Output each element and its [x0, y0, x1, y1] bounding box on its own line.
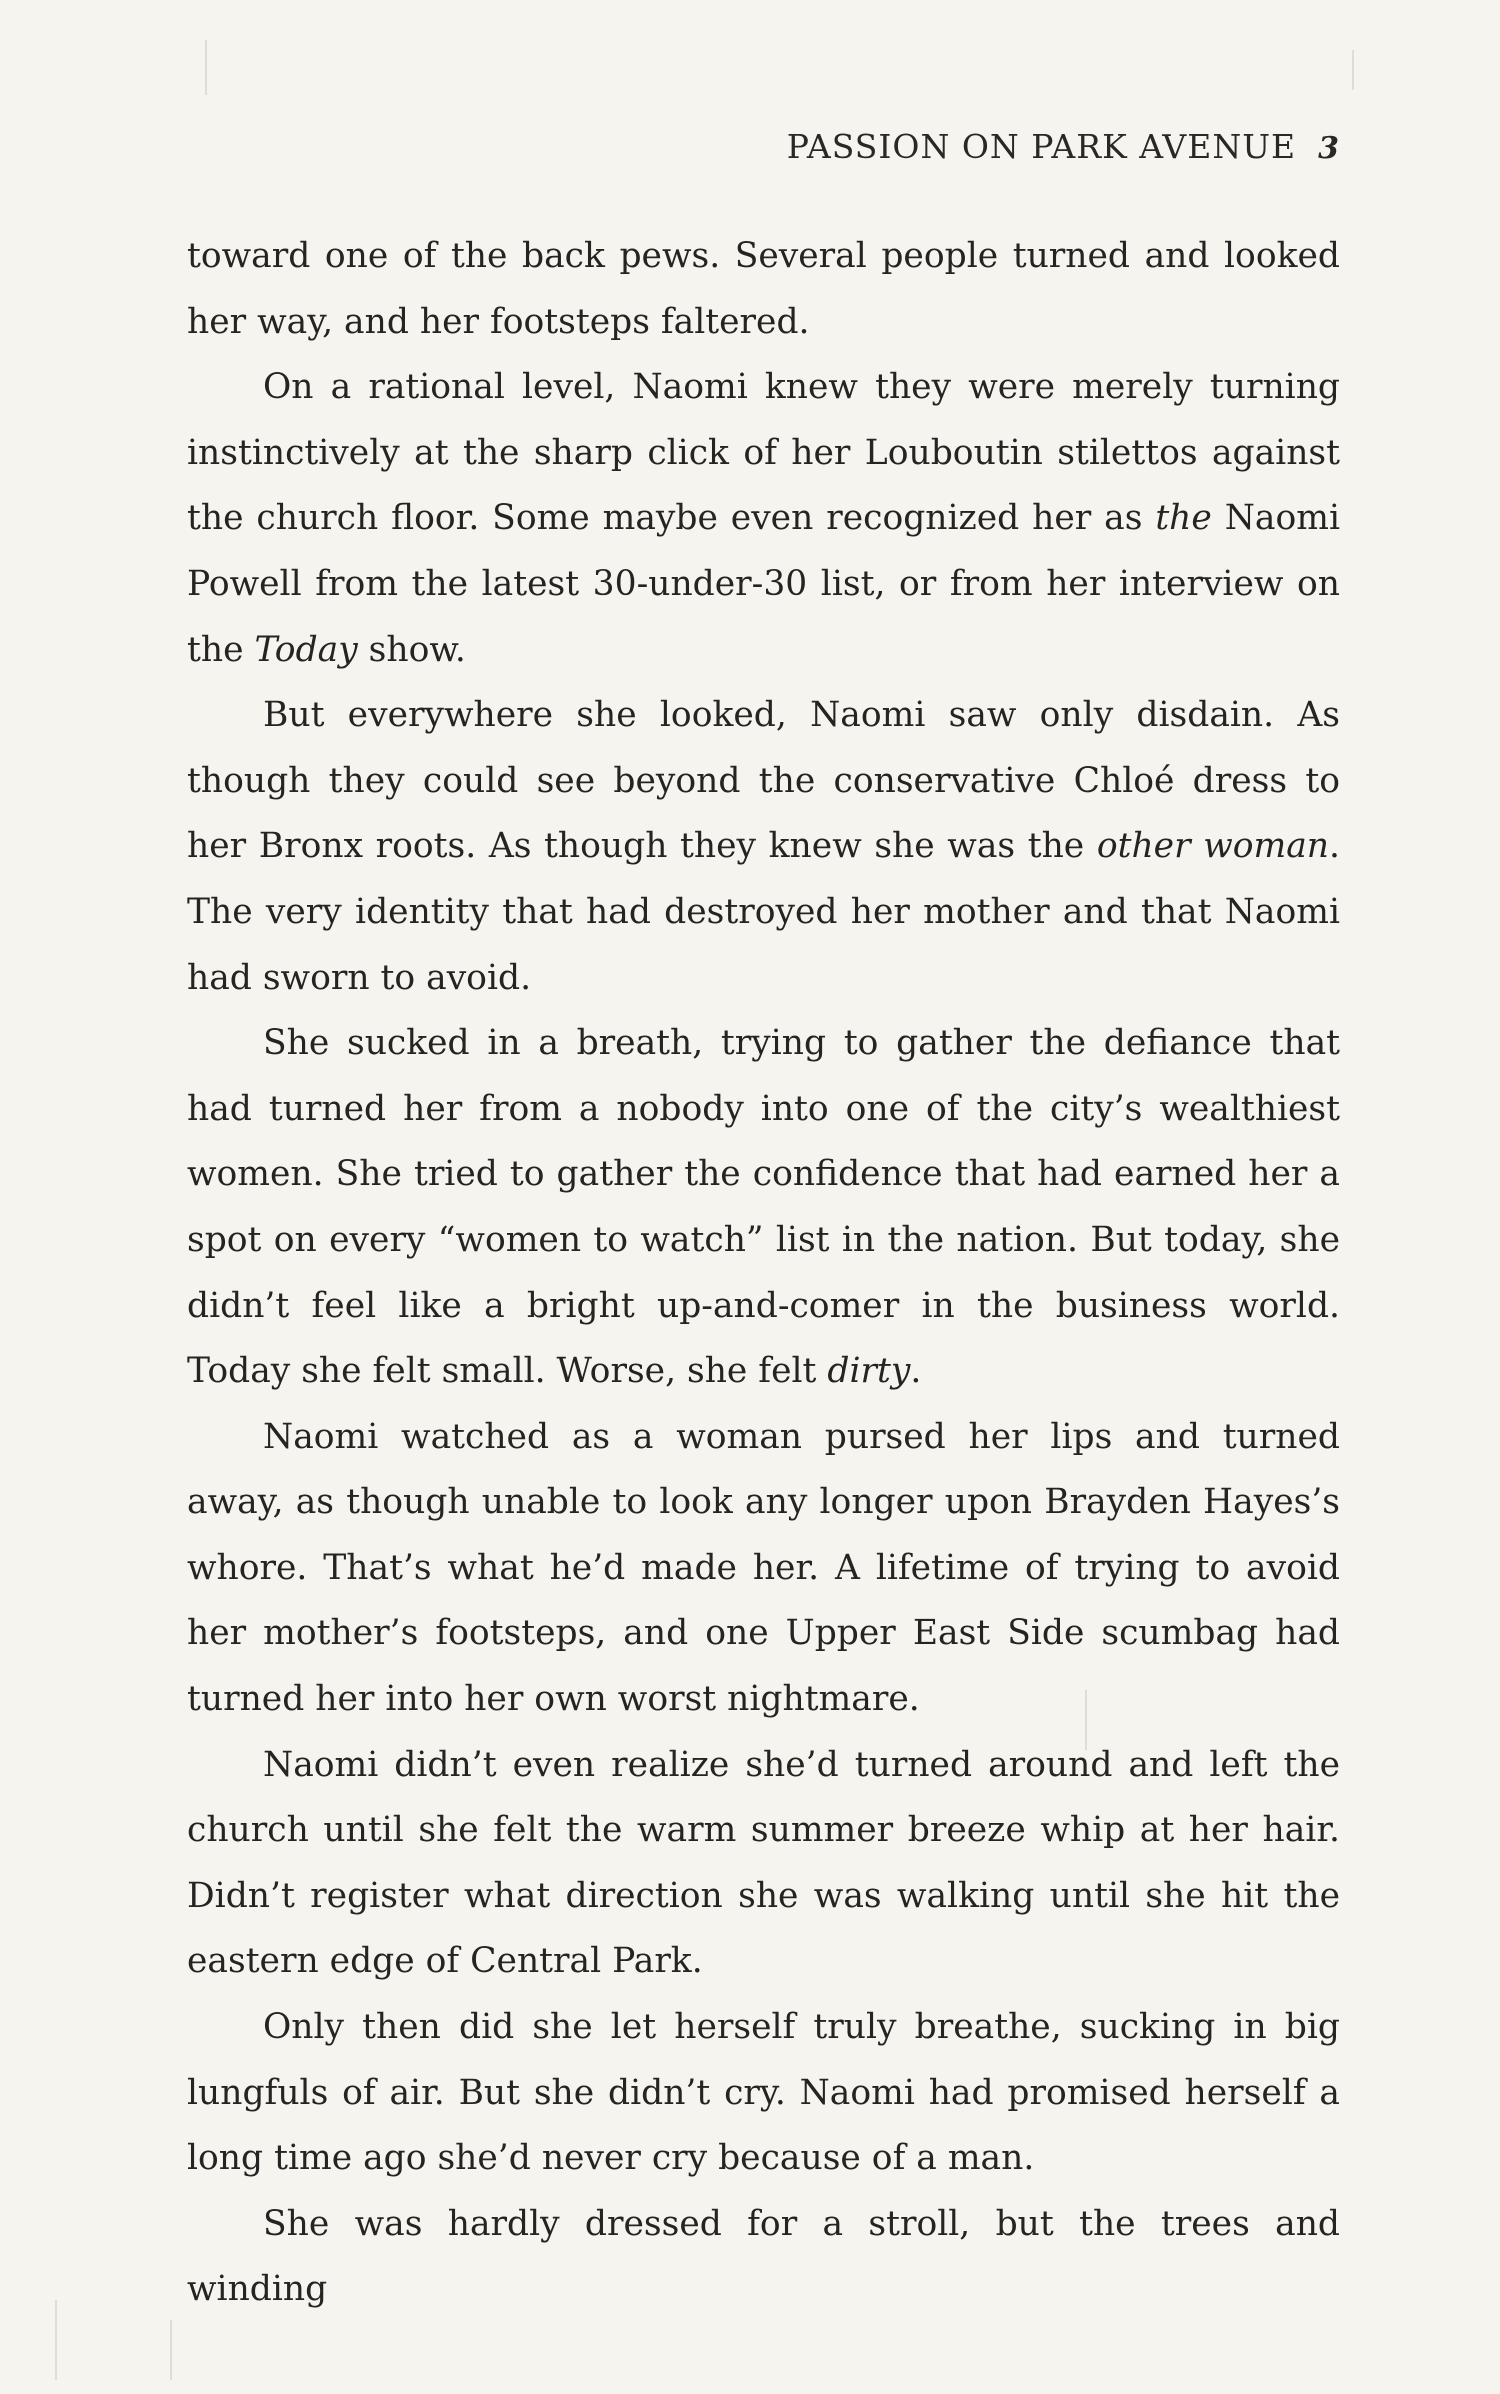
scan-artifact-line: [205, 40, 207, 95]
emphasis: other woman: [1096, 826, 1330, 867]
emphasis: Today: [254, 629, 358, 670]
paragraph: Naomi watched as a woman pursed her lips and turned away, as though unable to look any longer upon Brayden Hayes’s whore. That’s what he’d made her. A lifetime of trying to avoid her mother’s footsteps, and one Upper East Side scumbag had turned her into her own worst nightmare.: [187, 1416, 1340, 1720]
scan-artifact-line: [55, 2300, 57, 2380]
scan-artifact-line: [170, 2320, 172, 2380]
scan-artifact-line: [1352, 50, 1354, 90]
body-text: [187, 224, 1340, 2323]
paragraph: On a rational level, Naomi knew they were merely turning instinctively at the sharp click of her Louboutin stilettos against the church floor. Some maybe even recognized her as the Naomi Powell from the latest 30-under-30 list, or from her interview on the Today show.: [187, 367, 1340, 670]
paragraph: toward one of the back pews. Several people turned and looked her way, and her footsteps faltered.: [187, 236, 1340, 342]
emphasis: dirty: [827, 1351, 911, 1392]
paragraph: But everywhere she looked, Naomi saw only disdain. As though they could see beyond the conservative Chloé dress to her Bronx roots. As though they knew she was the other woman. The very identity that had destroyed her mother and that Naomi had sworn to avoid.: [187, 695, 1340, 998]
running-header: [650, 127, 1340, 166]
emphasis: the: [1155, 498, 1212, 539]
paragraph: Only then did she let herself truly breathe, sucking in big lungfuls of air. But she didn’t cry. Naomi had promised herself a long time ago she’d never cry because of a man.: [187, 2007, 1340, 2179]
page-number: 3: [1318, 131, 1340, 166]
running-title: PASSION ON PARK AVENUE: [786, 127, 1297, 166]
paragraph: She was hardly dressed for a stroll, but the trees and winding: [187, 2203, 1340, 2310]
paragraph: Naomi didn’t even realize she’d turned around and left the church until she felt the warm summer breeze whip at her hair. Didn’t register what direction she was walking until she hit the eastern edge of Central Park.: [187, 1744, 1340, 1982]
paragraph: She sucked in a breath, trying to gather the defiance that had turned her from a nobody into one of the city’s wealthiest women. She tried to gather the confidence that had earned her a spot on every “women to watch” list in the nation. But today, she didn’t feel like a bright up-and-comer in the business world. Today she felt small. Worse, she felt dirty.: [187, 1023, 1340, 1392]
